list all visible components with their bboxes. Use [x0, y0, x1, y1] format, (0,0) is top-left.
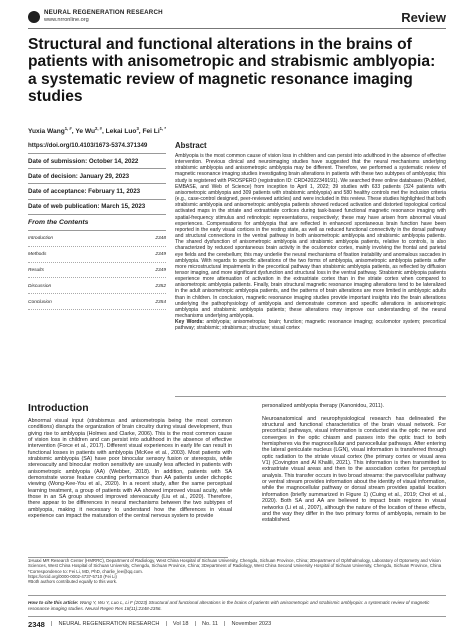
citation: [28, 600, 446, 611]
citation-divider: [28, 595, 446, 596]
author-affiliation: 1, *: [159, 126, 166, 131]
table-of-contents: [28, 230, 166, 310]
toc-page: 2352: [155, 283, 166, 289]
toc-page: 2354: [155, 299, 166, 305]
toc-page: 2348: [155, 236, 166, 242]
footnotes: [28, 558, 446, 584]
correspondence: *Correspondence to: Fei Li, MD, PhD, charlie_lee@qq.com.: [28, 568, 143, 574]
section-label: Review: [401, 10, 446, 25]
toc-page: 2349: [155, 251, 166, 257]
introduction-text-left: Abnormal visual input (strabismus and anisometropia being the most common conditions) disrupts the organization of brain circuitry during visual development, thus giving rise to amblyopia (Holmes and Clarke, 2006). This is the most common cause of vision loss in children and can persist into adulthood in the absence of effective intervention (Force et al., 2017). Different visual experiences in early life can result in functional losses in patients with amblyopia (McKee et al., 2003). Most patients with strabismic amblyopia (SA) have poor binocular sensory fusion or stereopsis, while stereoacuity and binocular motion sensitivity are usually less affected in patients with anisometropic amblyopia (AA) (Webber, 2018). In addition, patients with SA demonstrate worse feature counting performance than AA patients under dichoptic viewing (Wong-Kee-You et al., 2020). In a recent study, after the same perceptual learning treatment, a group of patients with AA showed improved visual acuity, while those in an SA group showed improved stereoacuity (Liu et al., 2020). Therefore, there appear to be differences in neural mechanisms between the two subtypes of amblyopia, making it necessary to understand how the differences in visual experience can impact the maturation of the central nervous system to provide: [28, 418, 232, 520]
author-affiliation: 3: [136, 126, 139, 131]
footer-divider: [28, 616, 446, 617]
author-name: Ye Wu: [75, 128, 95, 136]
toc-label: Results: [28, 267, 44, 273]
toc-item[interactable]: [28, 263, 166, 279]
header-divider: [28, 28, 446, 29]
footer-journal-info: | NEURAL REGENERATION RESEARCH | Vol 18 | No. 11 | November 2023: [51, 621, 272, 627]
journal-logo-icon: [28, 11, 40, 23]
keywords-text: amblyopia; anisometropia; brain; function; magnetic resonance imaging; oculomotor system; precortical pathway; strabismic; strabismus; structure; visual cortex: [175, 319, 447, 332]
author-list: Yuxia Wang$^{1, \#}$, Ye $Wu^{2, \#}$, Lekai Luo$^3$, Fei $Li^{1, *}$: [28, 126, 166, 136]
journal-name: NEURAL REGENERATION RESEARCH: [44, 9, 163, 16]
article-title: Structural and functional alterations in the brains of patients with anisometropic and strabismic amblyopia: a systematic review of magnetic resonance imaging studies: [28, 36, 436, 106]
orcid-link[interactable]: https://orcid.org/0000-0002-4737-5710 (Fei Li): [28, 573, 117, 579]
citation-text: Wang Y, Wu Y, Luo L, Li F (2023) Structural and functional alterations in the brains of patients with anisometropic and strabismic amblyopia: a systematic review of magnetic resonance imaging studies. Neural Regen Res 18(11):2348-2356.: [28, 600, 430, 611]
author-name: Yuxia Wang: [28, 128, 65, 136]
date-decision: Date of decision: January 29, 2023: [28, 169, 166, 184]
citation-label: How to cite this article:: [28, 600, 79, 605]
date-acceptance: Date of acceptance: February 11, 2023: [28, 184, 166, 199]
footer-volume: Vol 18: [172, 621, 189, 627]
journal-url: www.nrronline.org: [44, 17, 89, 23]
footer-journal: NEURAL REGENERATION RESEARCH: [58, 621, 160, 627]
author-affiliation: 1, #: [64, 126, 72, 131]
author-name: Fei Li: [142, 128, 160, 136]
toc-label: Methods: [28, 251, 47, 257]
toc-item[interactable]: [28, 247, 166, 263]
abstract-text: Amblyopia is the most common cause of vision loss in children and can persist into adulthood in the absence of effective intervention. Previous clinical and neuroimaging studies have suggested that the neural mechanisms underlying strabismic amblyopia and anisometropic amblyopia may be different. Therefore, we performed a systematic review of magnetic resonance imaging studies investigating brain alterations in patients with these two subtypes of amblyopia; this study is registered with PROSPERO (registration ID: CRD42022349191). We searched three online databases (PubMed, EMBASE, and Web of Science) from inception to April 1, 2022; 39 studies with 633 patients (324 patients with anisometropic amblyopia and 309 patients with strabismic amblyopia) and 580 healthy controls met the inclusion criteria (e.g., case-control designed, peer-reviewed articles) and were included in this review. These studies highlighted that both strabismic amblyopia and anisometropic amblyopia patients showed reduced activation and distorted topological cortical activated maps in the striate and extrastriate cortices during task-based functional magnetic resonance imaging with spatial-frequency stimulus and retinotopic representations, respectively; these may have arisen from abnormal visual experiences. Compensations for amblyopia that are reflected in enhanced spontaneous brain function have been reported in the early visual cortices in the resting state, as well as reduced functional connectivity in the dorsal pathway and structural connections in the ventral pathway in both anisometropic amblyopia and strabismic amblyopia patients. The shared dysfunction of anisometropic amblyopia and strabismic amblyopia patients, relative to controls, is also characterized by reduced spontaneous brain activity in the oculomotor cortex, mainly involving the frontal and parietal eye fields and the cerebellum; this may underlie the neural mechanisms of fixation instability and anomalous saccades in amblyopia. With regards to specific alterations of the two forms of amblyopia, anisometropic amblyopia patients suffer more microstructural impairments in the precortical pathway than strabismic amblyopia patients, as reflected by diffusion tensor imaging, and more significant dysfunction and structural loss in the ventral pathway. Strabismic amblyopia patients experience more attenuation of activation in the extrastriate cortex than in the striate cortex when compared to anisometropic amblyopia patients. Finally, brain structural magnetic resonance imaging alterations tend to be lateralized in the adult anisometropic amblyopia patients, and the patterns of brain alterations are more limited in amblyopic adults than in children. In conclusion, magnetic resonance imaging studies provide important insights into the brain alterations underlying the pathophysiology of amblyopia and demonstrate common and specific alterations in anisometropic amblyopia and strabismic amblyopia patients; these alterations may improve our understanding of the neural mechanisms underlying amblyopia.: [175, 153, 446, 320]
toc-item[interactable]: [28, 278, 166, 294]
toc-label: Discussion: [28, 283, 52, 289]
author-affiliation: 2, #: [94, 126, 102, 131]
contents-title: From the Contents: [28, 218, 89, 226]
toc-item[interactable]: [28, 294, 166, 310]
keywords: [175, 319, 446, 331]
keywords-label: Key Words:: [175, 319, 204, 326]
date-submission: Date of submission: October 14, 2022: [28, 154, 166, 169]
abstract-divider: [175, 396, 446, 397]
toc-page: 2349: [155, 267, 166, 273]
toc-label: Introduction: [28, 236, 54, 242]
abstract-heading: Abstract: [175, 141, 207, 150]
affiliations: 1Huaxi MR Research Center (HMRRC), Department of Radiology, West China Hospital of Sichuan University, Chengdu, Sichuan Province, China; 2Department of Ophthalmology, Laboratory of Optometry and Vision Sciences, West China Hospital of Sichuan University, Chengdu, Sichuan Province, China; 3Department of Radiology, West China Second University Hospital of Sichuan University, Chengdu, Sichuan Province, China: [28, 558, 442, 569]
article-info-column: [28, 139, 166, 310]
author-name: Lekai Luo: [105, 128, 137, 136]
toc-label: Conclusion: [28, 299, 52, 305]
abstract-section: [175, 139, 446, 332]
footer-month: November 2023: [231, 621, 272, 627]
doi-link[interactable]: https://doi.org/10.4103/1673-5374.371349: [28, 139, 166, 154]
date-web-publication: Date of web publication: March 15, 2023: [28, 200, 166, 215]
equal-contribution-note: #Both authors contributed equally to this work.: [28, 579, 118, 585]
introduction-text-right: personalized amblyopia therapy (Kanonidou, 2011). Neuroanatomical and neurophysiological research has delineated the structural and functional characteristics of the brain visual network. For precortical pathways, visual information is conducted via the optic nerve and converges in the optic chiasm and passes into the optic tract to both hemispheres via the magnocellular and parvocellular pathways. After entering the lateral geniculate nucleus (LGN), visual information is transferred through optic radiation to the striate visual cortex (the primary cortex or visual area V1) (Covington and Al Khalili, 2021). This information is then transmitted to extrastriate visual areas and then to the association cortex for perceptual analysis. This transfer occurs in two broad streams: the parvocellular pathway or ventral stream provides information about the identity of visual information, while the magnocellular pathway or dorsal stream provides spatial location information (briefly summarized in Figure 1) (Cuing et al., 2019; Choi et al., 2020). Both SA and AA are believed to impact brain regions in visual networks (Li et al., 2007), although the nature of the location of these effects, and the way they differ in the two primary forms of amblyopia, remain to be established.: [262, 403, 446, 524]
footer-issue: No. 11: [201, 621, 219, 627]
introduction-heading: Introduction: [28, 403, 89, 414]
page-number: 2348: [28, 620, 45, 629]
toc-item[interactable]: [28, 231, 166, 247]
